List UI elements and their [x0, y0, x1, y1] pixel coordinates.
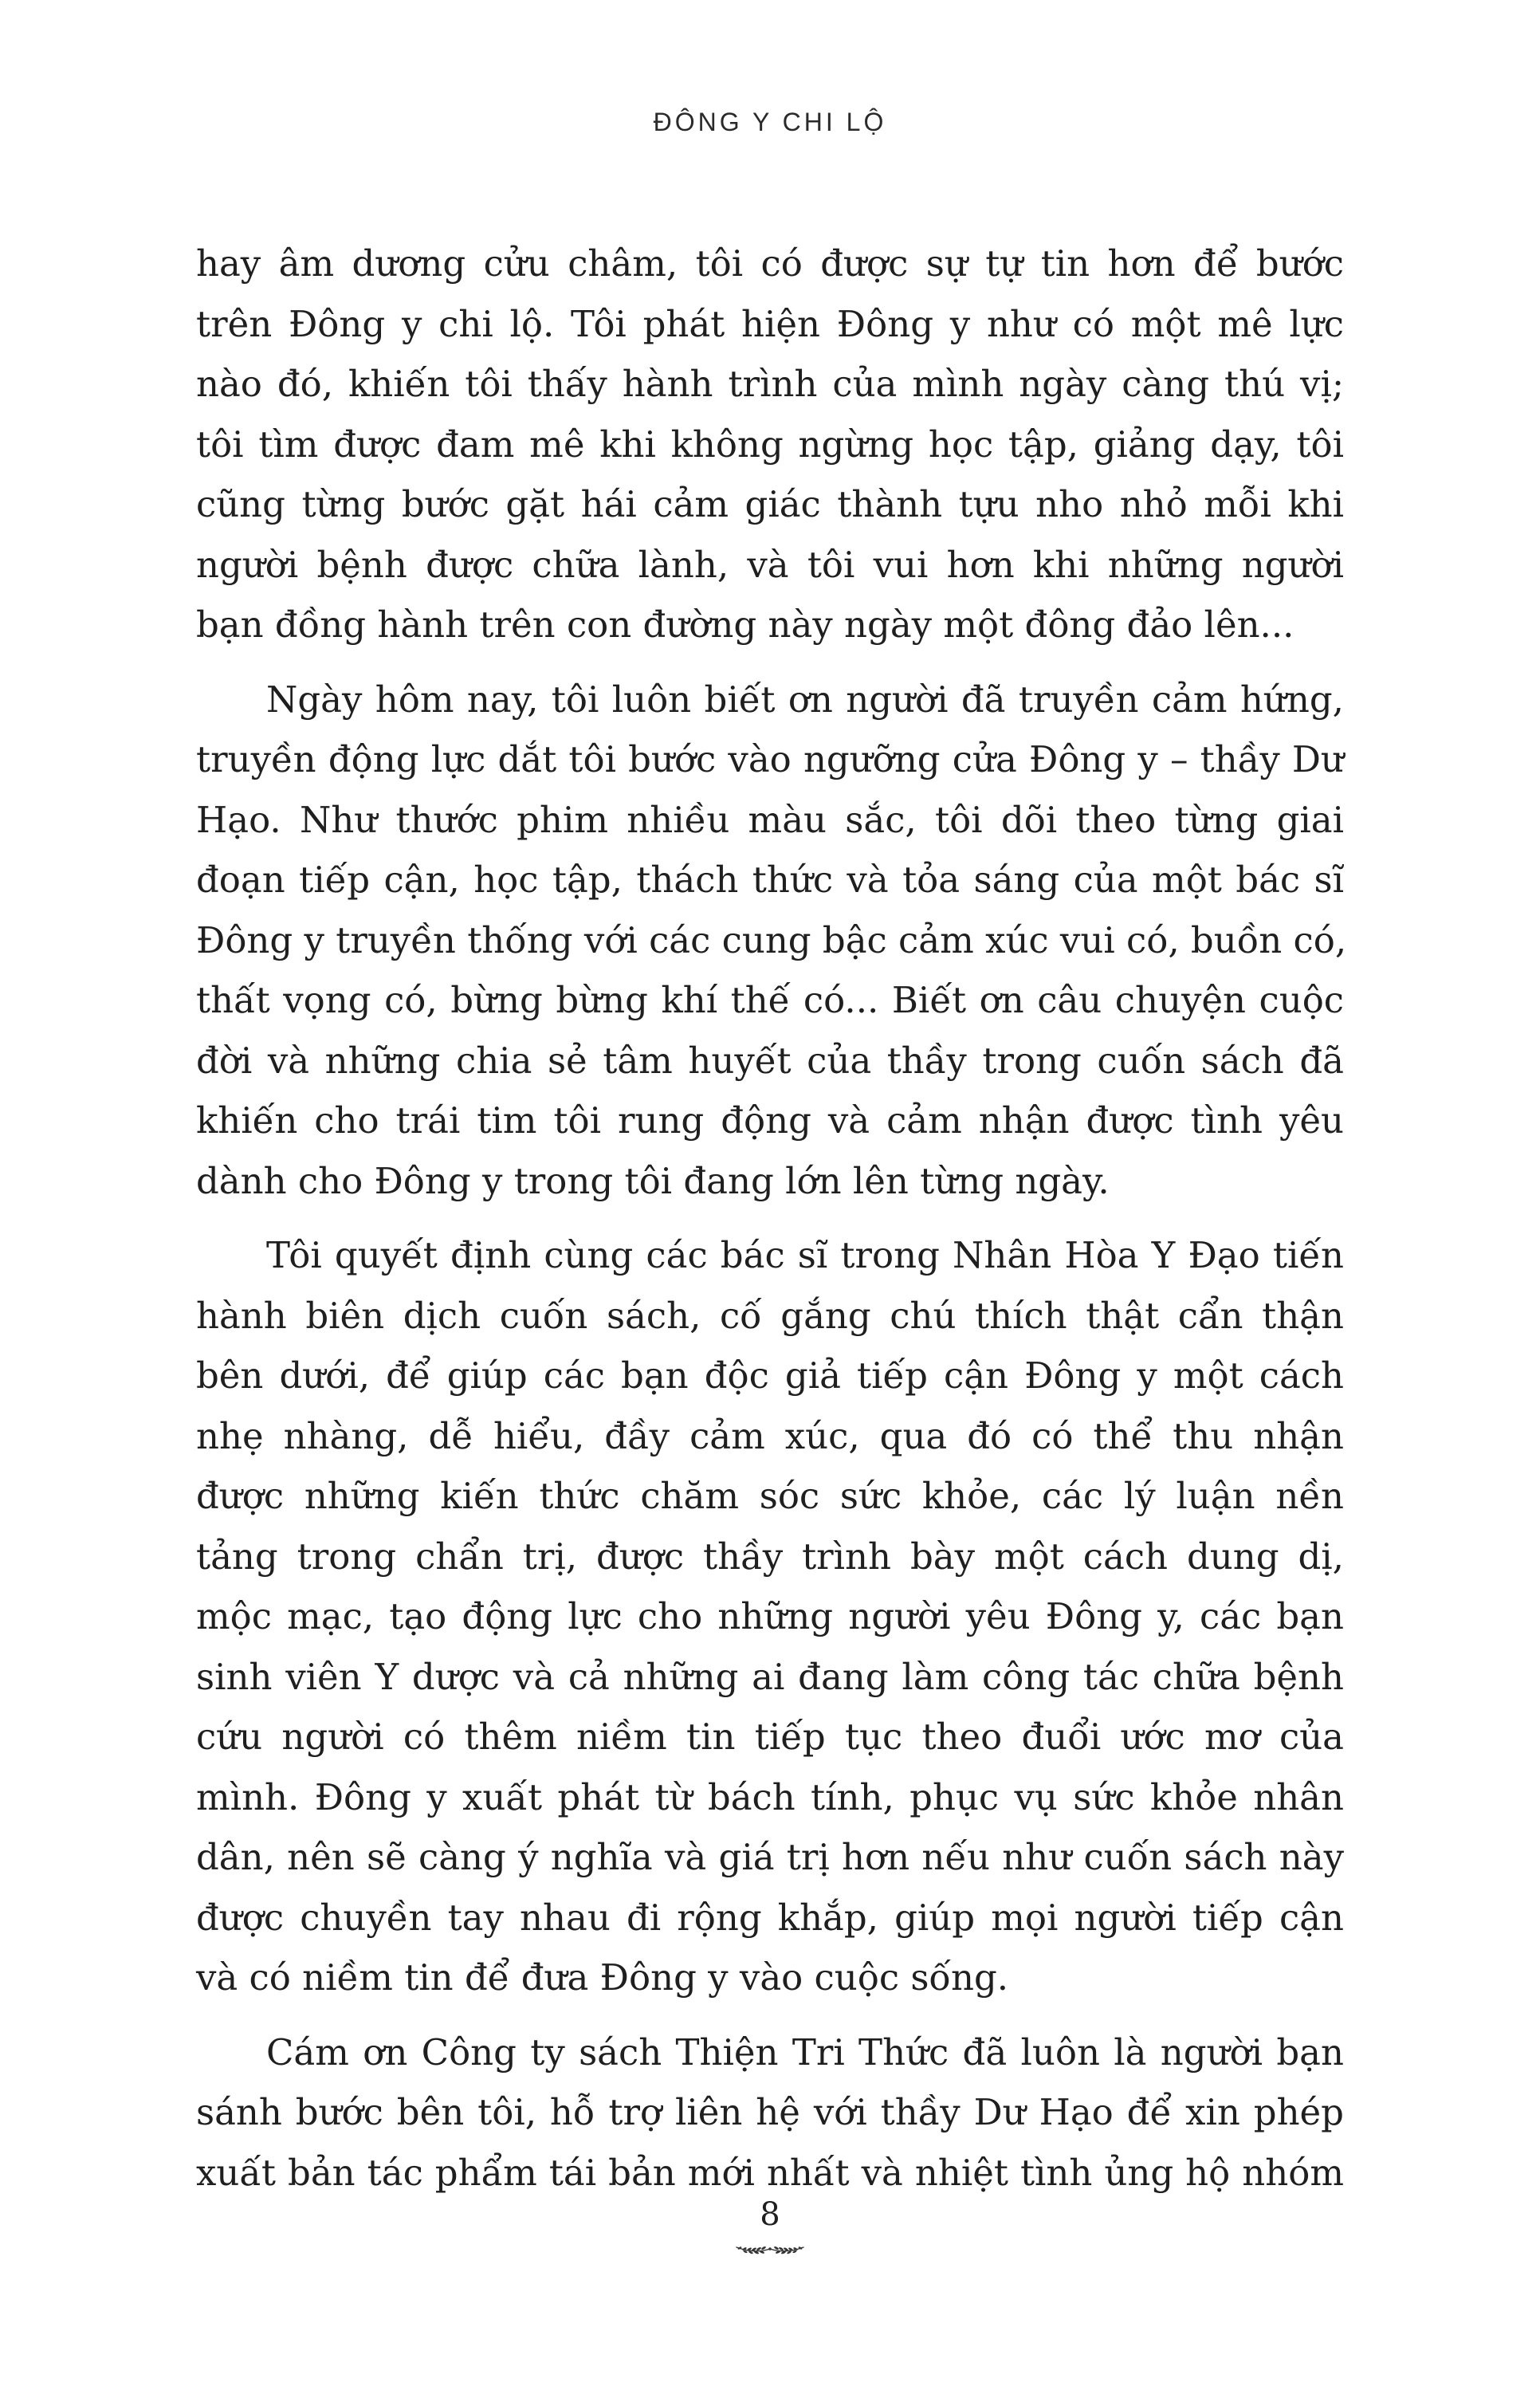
text-line: hành biên dịch cuốn sách, cố gắng chú thích thật cẩn thận: [196, 1294, 1344, 1337]
text-line: bạn đồng hành trên con đường này ngày một đông đảo lên...: [196, 603, 1294, 646]
paragraph-3: [196, 1225, 1344, 2008]
text-line: Tôi quyết định cùng các bác sĩ trong Nhân Hòa Y Đạo tiến: [266, 1234, 1344, 1276]
text-line: hay âm dương cửu châm, tôi có được sự tự tin hơn để bước: [196, 242, 1344, 285]
running-head: ĐÔNG Y CHI LỘ: [653, 108, 887, 136]
text-line: dân, nên sẽ càng ý nghĩa và giá trị hơn nếu như cuốn sách này: [196, 1836, 1344, 1878]
text-line: dành cho Đông y trong tôi đang lớn lên từng ngày.: [196, 1159, 1110, 1202]
paragraph-4: [196, 2022, 1344, 2203]
text-line: mình. Đông y xuất phát từ bách tính, phục vụ sức khỏe nhân: [196, 1775, 1344, 1818]
text-line: cứu người có thêm niềm tin tiếp tục theo đuổi ước mơ của: [196, 1716, 1344, 1758]
text-line: cũng từng bước gặt hái cảm giác thành tựu nho nhỏ mỗi khi: [196, 483, 1344, 525]
text-line: khiến cho trái tim tôi rung động và cảm nhận được tình yêu: [196, 1099, 1344, 1142]
text-line: Cám ơn Công ty sách Thiện Tri Thức đã luôn là người bạn: [266, 2030, 1344, 2074]
text-line: được chuyền tay nhau đi rộng khắp, giúp mọi người tiếp cận: [196, 1896, 1344, 1939]
body-text: [196, 234, 1347, 2217]
text-line: tảng trong chẩn trị, được thầy trình bày một cách dung dị,: [196, 1535, 1344, 1578]
text-line: truyền động lực dắt tôi bước vào ngưỡng cửa Đông y – thầy Dư: [196, 738, 1344, 780]
page-number: 8: [760, 2196, 780, 2233]
text-line: sánh bước bên tôi, hỗ trợ liên hệ với thầy Dư Hạo để xin phép: [196, 2091, 1344, 2133]
text-line: nào đó, khiến tôi thấy hành trình của mình ngày càng thú vị;: [196, 363, 1344, 405]
text-line: Ngày hôm nay, tôi luôn biết ơn người đã truyền cảm hứng,: [266, 678, 1344, 721]
text-line: nhẹ nhàng, dễ hiểu, đầy cảm xúc, qua đó có thể thu nhận: [196, 1414, 1344, 1457]
paragraph-1: [196, 234, 1344, 655]
text-line: bên dưới, để giúp các bạn độc giả tiếp cận Đông y một cách: [196, 1354, 1344, 1397]
text-line: đời và những chia sẻ tâm huyết của thầy trong cuốn sách đã: [196, 1039, 1344, 1082]
text-line: thất vọng có, bừng bừng khí thế có... Biết ơn câu chuyện cuộc: [196, 979, 1344, 1021]
text-line: trên Đông y chi lộ. Tôi phát hiện Đông y như có một mê lực: [196, 302, 1344, 345]
text-line: sinh viên Y dược và cả những ai đang làm công tác chữa bệnh: [196, 1655, 1344, 1698]
laurel-ornament-icon: [730, 2236, 810, 2260]
text-line: tôi tìm được đam mê khi không ngừng học tập, giảng dạy, tôi: [196, 423, 1344, 466]
text-line: Hạo. Như thước phim nhiều màu sắc, tôi dõi theo từng giai: [196, 798, 1344, 841]
text-line: được những kiến thức chăm sóc sức khỏe, các lý luận nền: [196, 1475, 1344, 1517]
text-line: Đông y truyền thống với các cung bậc cảm xúc vui có, buồn có,: [196, 918, 1347, 961]
text-line: người bệnh được chữa lành, và tôi vui hơn khi những người: [196, 543, 1344, 586]
text-line: đoạn tiếp cận, học tập, thách thức và tỏa sáng của một bác sĩ: [196, 859, 1344, 901]
text-line: mộc mạc, tạo động lực cho những người yêu Đông y, các bạn: [196, 1595, 1344, 1637]
text-line: và có niềm tin để đưa Đông y vào cuộc sống.: [196, 1956, 1009, 1999]
text-line: xuất bản tác phẩm tái bản mới nhất và nhiệt tình ủng hộ nhóm: [196, 2151, 1344, 2194]
paragraph-2: [196, 670, 1347, 1212]
